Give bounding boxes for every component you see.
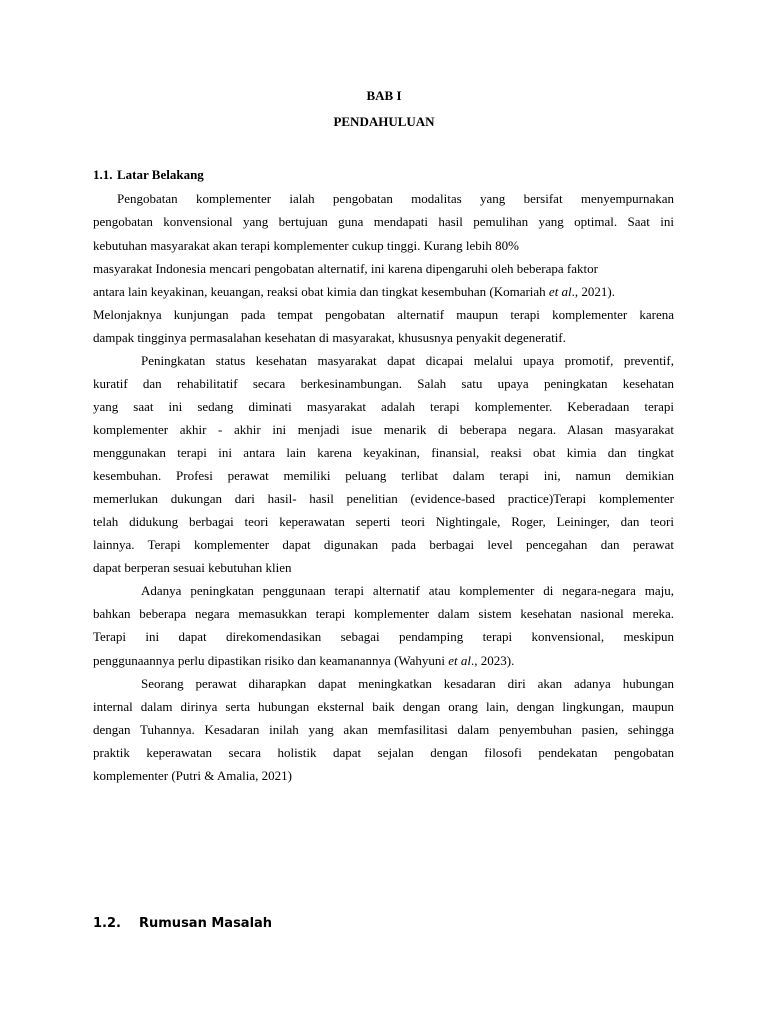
paragraph-line: dampak tingginya permasalahan kesehatan di masyarakat, khususnya penyakit degeneratif. [93, 330, 566, 345]
paragraph-line: bahkan beberapa negara memasukkan terapi komplementer dalam sistem kesehatan nasional mereka. [93, 606, 674, 621]
paragraph-line: komplementer (Putri & Amalia, 2021) [93, 768, 292, 783]
paragraph-line: masyarakat Indonesia mencari pengobatan alternatif, ini karena dipengaruhi oleh beberapa faktor [93, 261, 598, 276]
section-title: Rumusan Masalah [139, 916, 273, 931]
paragraph-line: lainnya. Terapi komplementer dapat digunakan pada berbagai level pencegahan dan perawat [93, 537, 674, 552]
citation-year: ., 2023). [471, 653, 515, 668]
citation-et-al: et al [448, 653, 472, 668]
paragraph-line: kesembuhan. Profesi perawat memiliki peluang terlibat dalam terapi ini, namun demikian [93, 468, 674, 483]
section-heading-latar-belakang [93, 167, 204, 183]
paragraph-line: Terapi ini dapat direkomendasikan sebagai pendamping terapi konvensional, meskipun [93, 629, 674, 644]
paragraph-line: Melonjaknya kunjungan pada tempat pengobatan alternatif maupun terapi komplementer karena [93, 307, 674, 322]
section-heading-rumusan-masalah [93, 915, 272, 933]
paragraph-line: memerlukan dukungan dari hasil- hasil penelitian (evidence-based practice)Terapi komplementer [93, 491, 674, 506]
paragraph-line-citation [93, 284, 674, 300]
paragraph-line: kuratif dan rehabilitatif secara berkesinambungan. Salah satu upaya peningkatan kesehatan [93, 376, 674, 391]
paragraph-line: Seorang perawat diharapkan dapat meningkatkan kesadaran diri akan adanya hubungan [141, 676, 674, 691]
paragraph-line: telah didukung berbagai teori keperawatan seperti teori Nightingale, Roger, Leininger, dan teori [93, 514, 674, 529]
chapter-title: PENDAHULUAN [333, 114, 435, 129]
paragraph-line: Adanya peningkatan penggunaan terapi alternatif atau komplementer di negara-negara maju, [141, 583, 674, 598]
paragraph-line: pengobatan konvensional yang bertujuan guna mendapati hasil pemulihan yang optimal. Saat ini [93, 214, 674, 229]
citation-text: penggunaannya perlu dipastikan risiko dan keamanannya (Wahyuni [93, 653, 449, 668]
paragraph-line: dengan Tuhannya. Kesadaran inilah yang akan memfasilitasi dalam penyembuhan pasien, sehingga [93, 722, 674, 737]
paragraph-line: internal dalam dirinya serta hubungan eksternal baik dengan orang lain, dengan lingkungan, maupun [93, 699, 674, 714]
paragraph-line: dapat berperan sesuai kebutuhan klien [93, 560, 292, 575]
section-number: 1.1. [93, 167, 113, 182]
paragraph-line: menggunakan terapi ini antara lain karena keyakinan, finansial, reaksi obat kimia dan tingkat [93, 445, 674, 460]
paragraph-line: Pengobatan komplementer ialah pengobatan modalitas yang bersifat menyempurnakan [117, 191, 674, 206]
citation-year: ., 2021). [571, 284, 616, 299]
chapter-label: BAB I [366, 88, 402, 103]
paragraph-line-citation [93, 653, 674, 669]
citation-text: antara lain keyakinan, keuangan, reaksi obat kimia dan tingkat kesembuhan (Komariah [93, 284, 549, 299]
paragraph-line: yang saat ini sedang diminati masyarakat adalah terapi komplementer. Keberadaan terapi [93, 399, 674, 414]
citation-et-al: et al [548, 284, 572, 299]
paragraph-line: praktik keperawatan secara holistik dapat sejalan dengan filosofi pendekatan pengobatan [93, 745, 674, 760]
section-number: 1.2. [93, 916, 121, 931]
paragraph-line: Peningkatan status kesehatan masyarakat dapat dicapai melalui upaya promotif, preventif, [141, 353, 674, 368]
paragraph-line: kebutuhan masyarakat akan terapi komplementer cukup tinggi. Kurang lebih 80% [93, 238, 519, 253]
paragraph-line: komplementer akhir - akhir ini menjadi isue menarik di beberapa negara. Alasan masyarakat [93, 422, 674, 437]
section-title: Latar Belakang [117, 167, 204, 182]
